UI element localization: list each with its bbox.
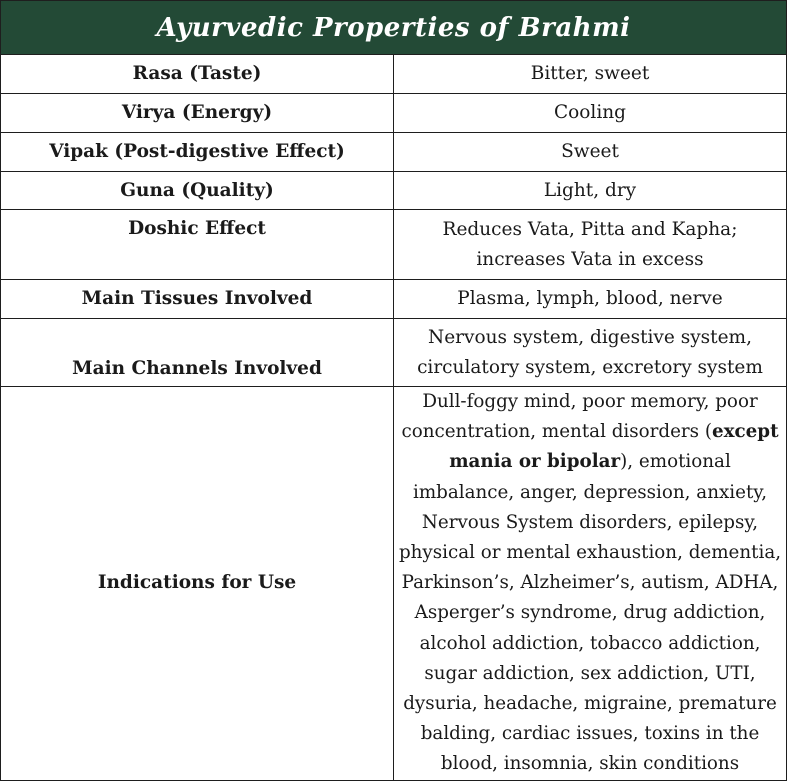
table-row [1, 133, 787, 172]
table-header-row [1, 1, 787, 55]
row-value-virya: Cooling [394, 94, 787, 133]
row-label-indications: Indications for Use [1, 387, 394, 781]
row-value-doshic-effect: Reduces Vata, Pitta and Kapha; increases Vata in excess [394, 210, 787, 280]
row-value-rasa: Bitter, sweet [394, 55, 787, 94]
row-value-main-tissues: Plasma, lymph, blood, nerve [394, 280, 787, 319]
table-row [1, 172, 787, 210]
row-label-virya: Virya (Energy) [1, 94, 394, 133]
row-value-indications [394, 387, 787, 781]
table-row [1, 387, 787, 781]
table-row [1, 319, 787, 387]
indications-text-start: Dull-foggy mind, poor memory, poor concentration, mental disorders ( [401, 391, 758, 443]
row-label-guna: Guna (Quality) [1, 172, 394, 210]
table-row [1, 94, 787, 133]
table-title: Ayurvedic Properties of Brahmi [1, 1, 787, 55]
row-label-main-tissues: Main Tissues Involved [1, 280, 394, 319]
indications-text-emphasis: except mania or bipolar [449, 421, 779, 473]
row-label-doshic-effect: Doshic Effect [1, 210, 394, 280]
table-row [1, 280, 787, 319]
row-value-guna: Light, dry [394, 172, 787, 210]
row-value-main-channels: Nervous system, digestive system, circulatory system, excretory system [394, 319, 787, 387]
table-row [1, 210, 787, 280]
row-label-main-channels: Main Channels Involved [1, 319, 394, 387]
table-row [1, 55, 787, 94]
indications-text-end: ), emotional imbalance, anger, depression, anxiety, Nervous System disorders, epilepsy, physical or mental exhaustion, dementia, Parkinson’s, Alzheimer’s, autism, ADHA, Asperger’s syndrome, drug addiction, alcohol addiction, tobacco addiction, sugar addiction, sex addiction, UTI, dysuria, headache, migraine, premature balding, cardiac issues, toxins in the blood, insomnia, skin conditions [398, 451, 782, 775]
row-label-vipak: Vipak (Post-digestive Effect) [1, 133, 394, 172]
row-label-rasa: Rasa (Taste) [1, 55, 394, 94]
row-value-vipak: Sweet [394, 133, 787, 172]
